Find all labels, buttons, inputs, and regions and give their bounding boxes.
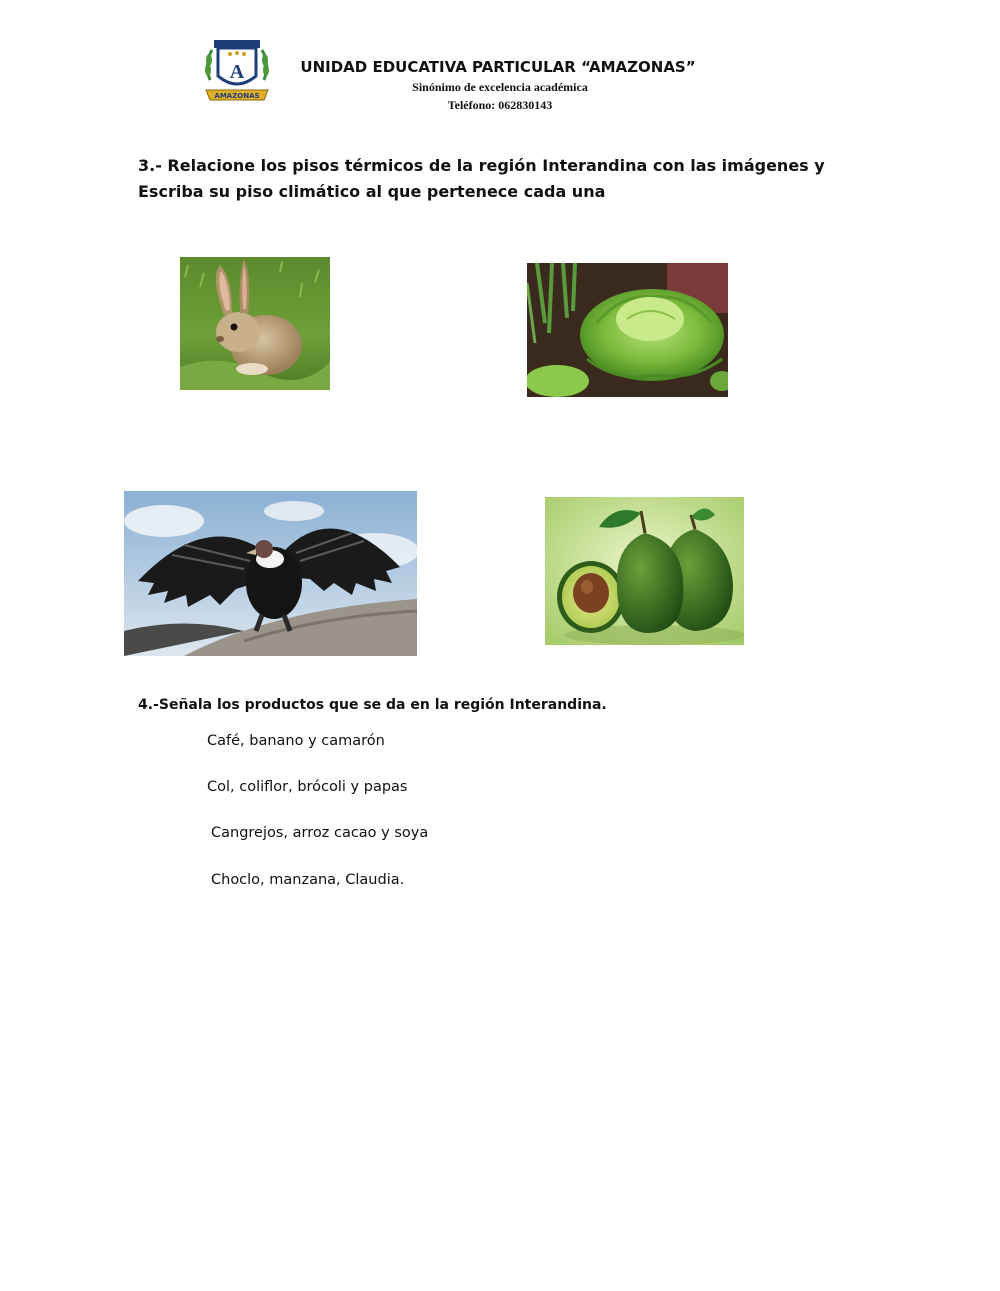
logo-letter: A	[229, 61, 245, 83]
option-choclo-manzana[interactable]: Choclo, manzana, Claudia.	[211, 872, 405, 888]
question-3-text: 3.- Relacione los pisos térmicos de la región Interandina con las imágenes y Escriba su piso climático al que pertenece cada una	[138, 156, 825, 201]
rabbit-photo	[180, 257, 330, 390]
option-cafe-banano[interactable]: Café, banano y camarón	[207, 733, 385, 749]
school-motto: Sinónimo de excelencia académica	[412, 80, 588, 94]
condor-photo	[124, 491, 417, 656]
school-phone: Teléfono: 062830143	[447, 98, 553, 112]
logo-banner-text: AMAZONAS	[214, 92, 260, 100]
question-4-text: 4.-Señala los productos que se da en la región Interandina.	[138, 697, 607, 713]
lettuce-photo	[527, 263, 728, 397]
avocado-photo	[545, 497, 744, 645]
option-col-coliflor[interactable]: Col, coliflor, brócoli y papas	[207, 779, 408, 795]
option-cangrejos-arroz[interactable]: Cangrejos, arroz cacao y soya	[211, 825, 429, 841]
school-name: UNIDAD EDUCATIVA PARTICULAR “AMAZONAS”	[300, 58, 696, 76]
